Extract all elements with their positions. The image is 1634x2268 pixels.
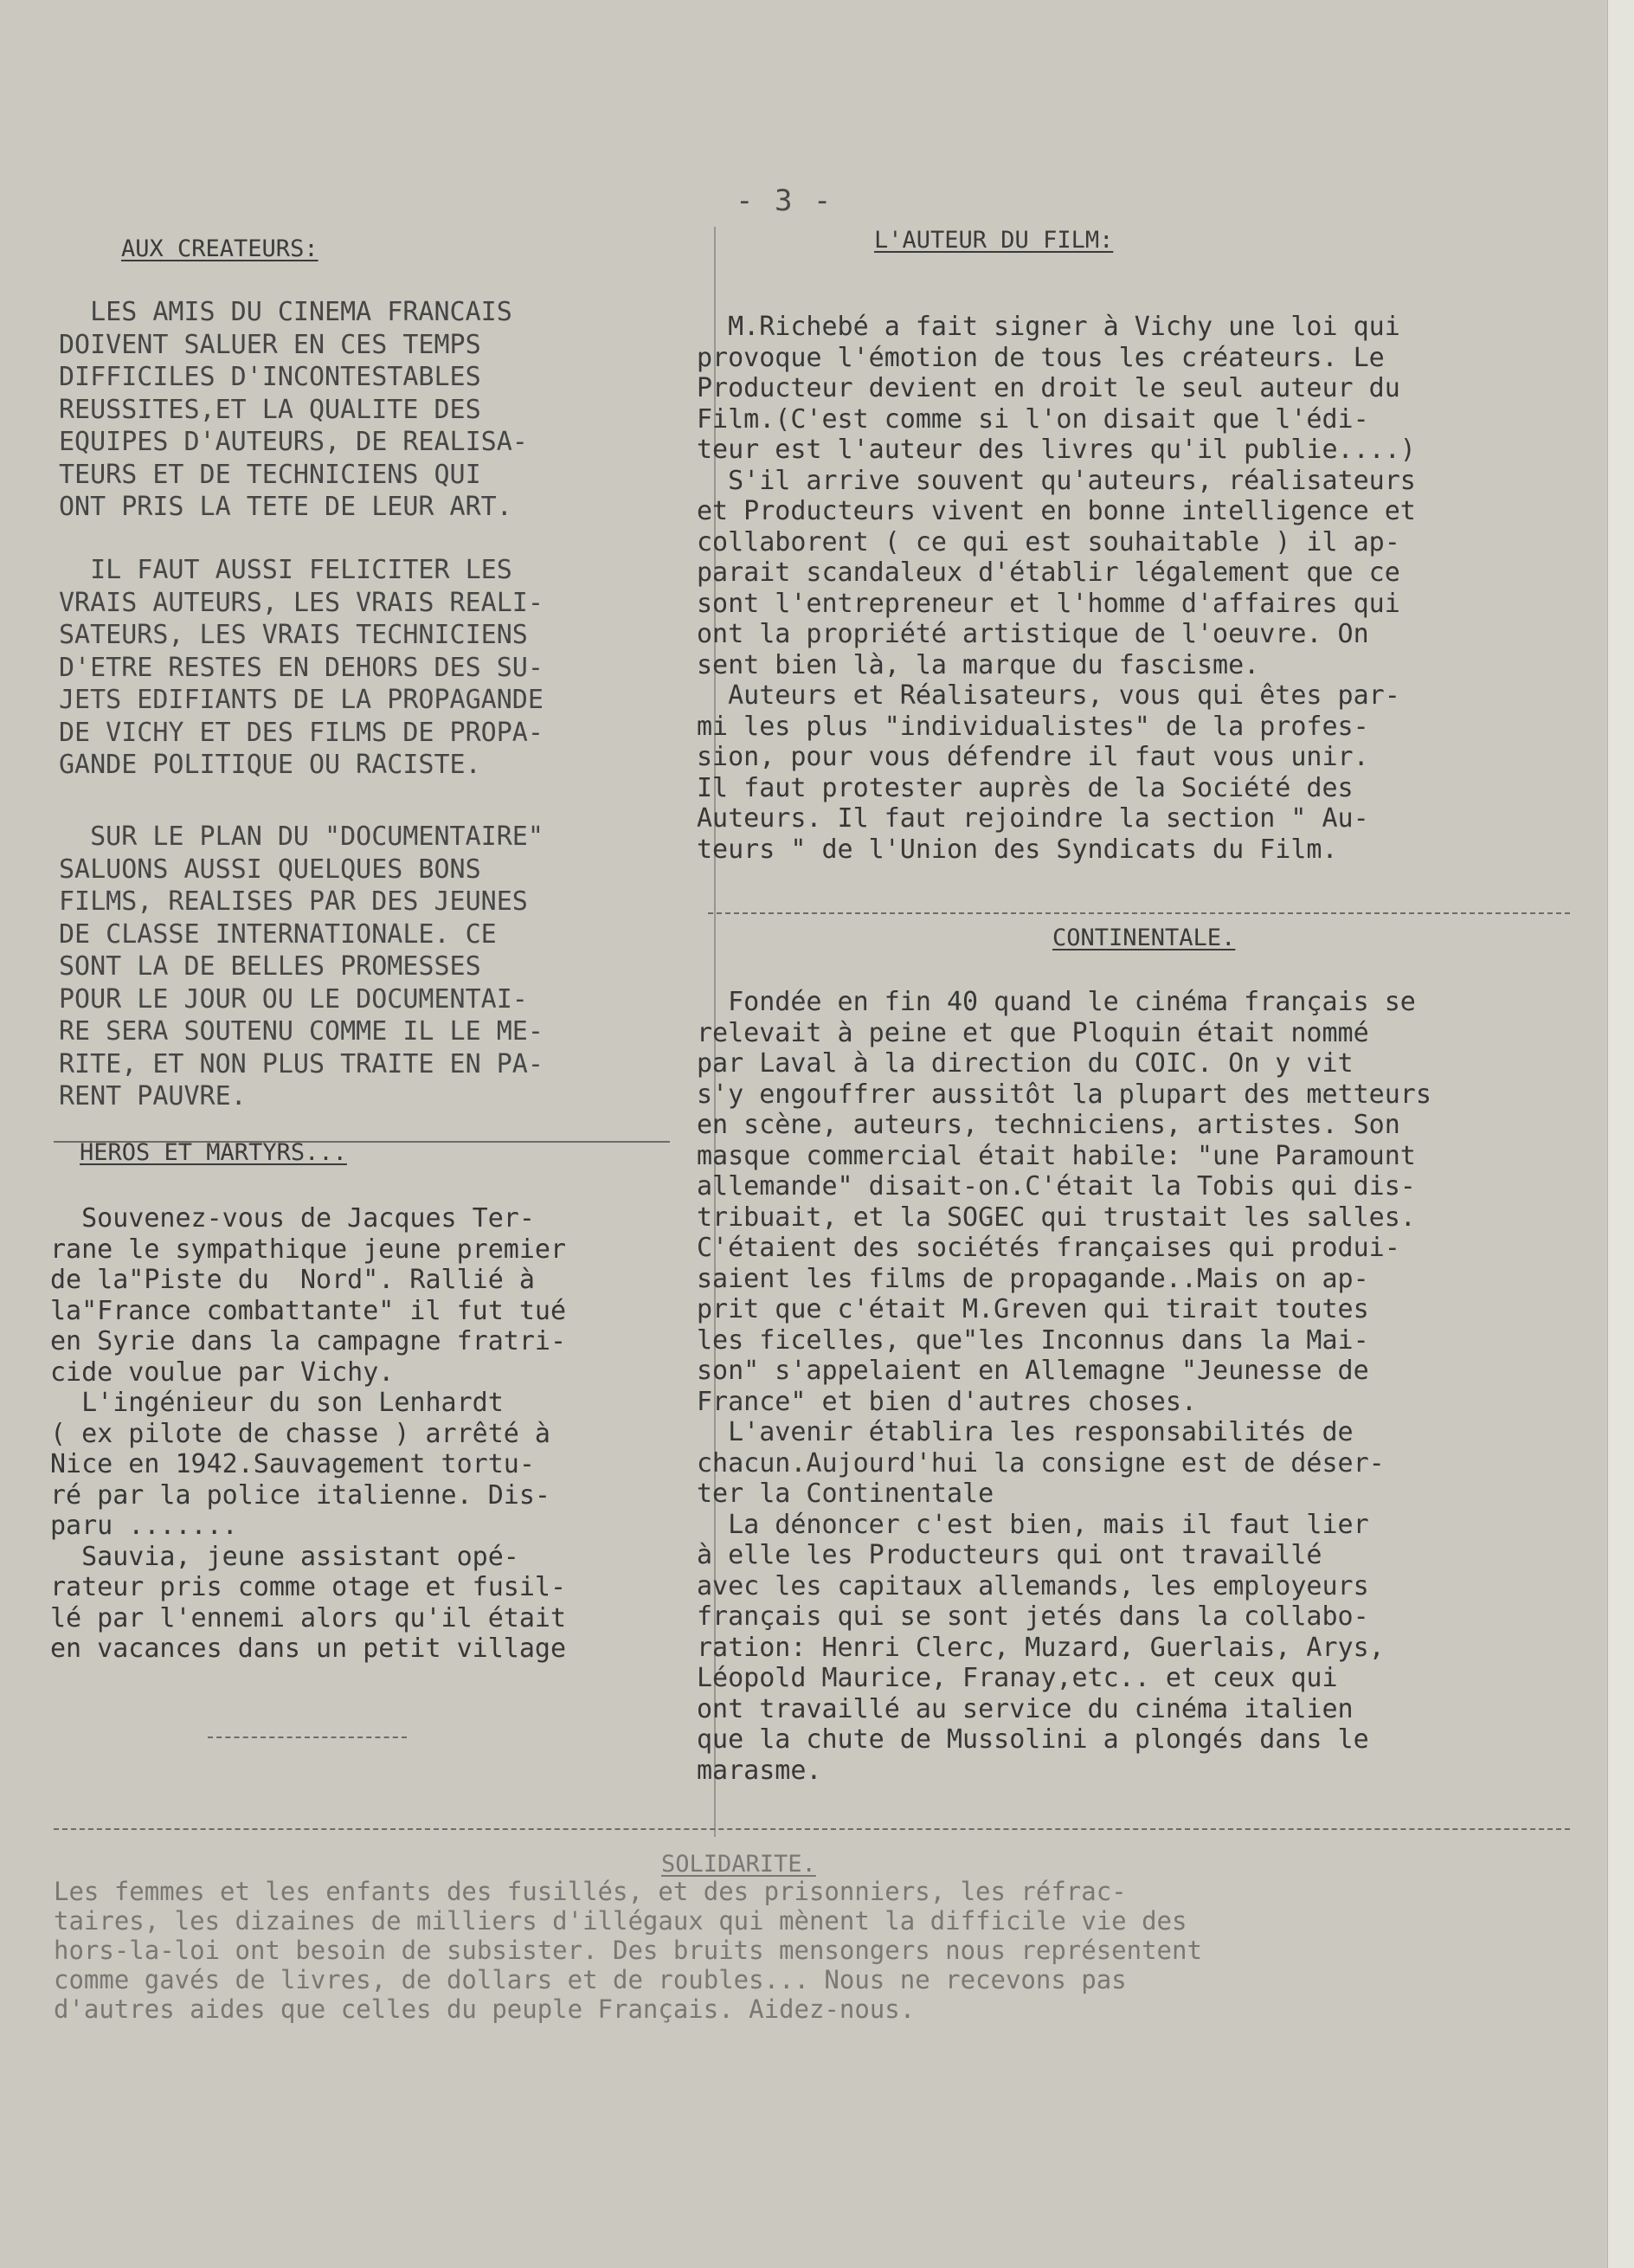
page-edge (1607, 0, 1634, 2268)
dashed-rule-bottom (54, 1828, 1570, 1830)
createurs-paragraph-2: IL FAUT AUSSI FELICITER LES VRAIS AUTEURS, LES VRAIS REALI- SATEURS, LES VRAIS TECHNICIENS D'ETRE RESTES EN DEHORS DES SU- JETS EDIFIANTS DE LA PROPAGANDE DE VICHY ET DES FILMS DE PROPA- GANDE POLITIQUE OU RACISTE. (59, 555, 544, 780)
heading-aux-createurs: AUX CREATEURS: (121, 235, 318, 262)
page-number: - 3 - (736, 184, 833, 218)
heros-text: Souvenez-vous de Jacques Ter- rane le sympathique jeune premier de la"Piste du Nord". Rallié à la"France combattante" il fut tué en Syrie dans la campagne fratri- cide voulue par Vichy. L'ingénieur du son Lenhardt ( ex pilote de chasse ) arrêté à Nice en 1942.Sauvagement tortu- ré par la police italienne. Dis- paru ....... Sauvia, jeune assistant opé- rateur pris comme otage et fusil- lé par l'ennemi alors qu'il était en vacances dans un petit village (50, 1203, 567, 1664)
solidarite-text: Les femmes et les enfants des fusillés, et des prisonniers, les réfrac- taires, les dizaines de milliers d'illégaux qui mènent la difficile vie des hors-la-loi ont besoin de subsister. Des bruits mensongers nous représentent comme gavés de livres, de dollars et de roubles... Nous ne recevons pas d'autres aides que celles du peuple Français. Aidez-nous. (54, 1877, 1202, 2024)
continentale-text: Fondée en fin 40 quand le cinéma français se relevait à peine et que Ploquin était nommé par Laval à la direction du COIC. On y vit s'y engouffrer aussitôt la plupart des metteurs en scène, auteurs, techniciens, artistes. Son masque commercial était habile: "une Paramount allemande" disait-on.C'était la Tobis qui dis- tribuait, et la SOGEC qui trustait les salles. C'étaient des sociétés françaises qui produi- saient les films de propagande..Mais on ap- prit que c'était M.Greven qui tirait toutes les ficelles, que"les Inconnus dans la Mai- son" s'appelaient en Allemagne "Jeunesse de France" et bien d'autres choses. L'avenir établira les responsabilités de chacun.Aujourd'hui la consigne est de déser- ter la Continentale La dénoncer c'est bien, mais il faut lier à elle les Producteurs qui ont travaillé avec les capitaux allemands, les employeurs français qui se sont jetés dans la collabo- ration: Henri Clerc, Muzard, Guerlais, Arys, Léopold Maurice, Franay,etc.. et ceux qui ont travaillé au service du cinéma italien que la chute de Mussolini a plongés dans le marasme. (697, 987, 1431, 1786)
heading-heros-et-martyrs: HEROS ET MARTYRS... (80, 1139, 347, 1166)
createurs-paragraph-3: SUR LE PLAN DU "DOCUMENTAIRE" SALUONS AUSSI QUELQUES BONS FILMS, REALISES PAR DES JEUNES DE CLASSE INTERNATIONALE. CE SONT LA DE BELLES PROMESSES POUR LE JOUR OU LE DOCUMENTAI- RE SERA SOUTENU COMME IL LE ME- RITE, ET NON PLUS TRAITE EN PA- RENT PAUVRE. (59, 822, 544, 1111)
heading-continentale: CONTINENTALE. (1052, 925, 1236, 951)
heading-solidarite: SOLIDARITE. (661, 1851, 816, 1878)
dashed-rule-right (708, 912, 1570, 914)
auteur-text: M.Richebé a fait signer à Vichy une loi qui provoque l'émotion de tous les créateurs. Le Producteur devient en droit le seul auteur du Film.(C'est comme si l'on disait que l'édi- teur est l'auteur des livres qu'il publie....) S'il arrive souvent qu'auteurs, réalisateurs et Producteurs vivent en bonne intelligence et collaborent ( ce qui est souhaitable ) il ap- parait scandaleux d'établir légalement que ce sont l'entrepreneur et l'homme d'affaires qui ont la propriété artistique de l'oeuvre. On sent bien là, la marque du fascisme. Auteurs et Réalisateurs, vous qui êtes par- mi les plus "individualistes" de la profes- sion, pour vous défendre il faut vous unir. Il faut protester auprès de la Société des Auteurs. Il faut rejoindre la section " Au- teurs " de l'Union des Syndicats du Film. (697, 312, 1416, 865)
short-dash-rule (208, 1736, 407, 1738)
createurs-paragraph-1: LES AMIS DU CINEMA FRANCAIS DOIVENT SALUER EN CES TEMPS DIFFICILES D'INCONTESTABLES REUSSITES,ET LA QUALITE DES EQUIPES D'AUTEURS, DE REALISA- TEURS ET DE TECHNICIENS QUI ONT PRIS LA TETE DE LEUR ART. (59, 297, 528, 522)
heading-auteur-du-film: L'AUTEUR DU FILM: (874, 227, 1114, 254)
